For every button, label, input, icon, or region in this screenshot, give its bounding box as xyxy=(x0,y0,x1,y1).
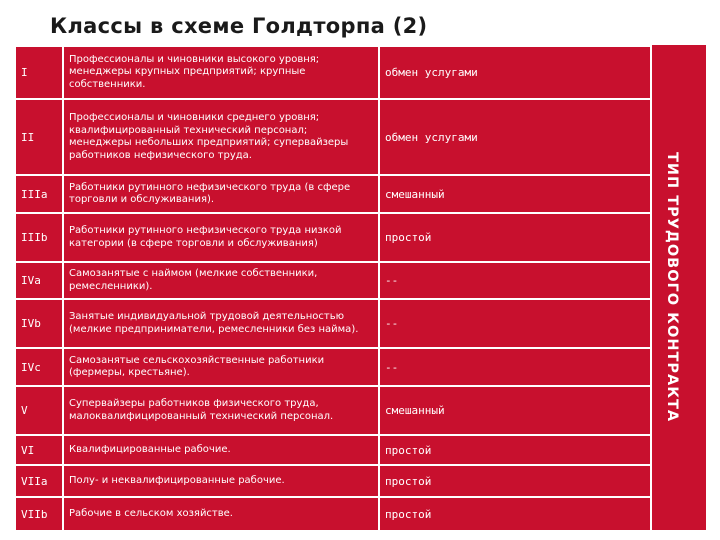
class-description: Работники рутинного нефизического труда (в сфере торговли и обслуживания). xyxy=(63,175,379,213)
class-code: IIIb xyxy=(15,213,63,262)
class-description: Полу- и неквалифицированные рабочие. xyxy=(63,465,379,497)
table-row xyxy=(15,262,651,299)
class-code: VI xyxy=(15,435,63,465)
class-description: Квалифицированные рабочие. xyxy=(63,435,379,465)
contract-type-side-label xyxy=(652,45,692,530)
table-row xyxy=(15,497,651,531)
class-description: Работники рутинного нефизического труда низкой категории (в сфере торговли и обслуживания) xyxy=(63,213,379,262)
contract-type: смешанный xyxy=(379,175,651,213)
class-code: I xyxy=(15,46,63,99)
class-description: Самозанятые сельскохозяйственные работники (фермеры, крестьяне). xyxy=(63,348,379,386)
slide-title: Классы в схеме Голдторпа (2) xyxy=(50,14,428,38)
contract-type: простой xyxy=(379,213,651,262)
table-row xyxy=(15,299,651,348)
contract-type: простой xyxy=(379,465,651,497)
table-row xyxy=(15,435,651,465)
contract-type: простой xyxy=(379,497,651,531)
contract-type: простой xyxy=(379,435,651,465)
class-code: II xyxy=(15,99,63,175)
table-row xyxy=(15,175,651,213)
class-code: IVa xyxy=(15,262,63,299)
class-description: Рабочие в сельском хозяйстве. xyxy=(63,497,379,531)
contract-type: смешанный xyxy=(379,386,651,435)
class-code: IVc xyxy=(15,348,63,386)
class-description: Самозанятые с наймом (мелкие собственники, ремесленники). xyxy=(63,262,379,299)
class-code: VIIa xyxy=(15,465,63,497)
side-label-text: ТИП ТРУДОВОГО КОНТРАКТА xyxy=(664,152,680,423)
table-row xyxy=(15,386,651,435)
class-code: IIIa xyxy=(15,175,63,213)
class-code: IVb xyxy=(15,299,63,348)
contract-type: -- xyxy=(379,348,651,386)
class-code: VIIb xyxy=(15,497,63,531)
class-description: Профессионалы и чиновники высокого уровня; менеджеры крупных предприятий; крупные собственники. xyxy=(63,46,379,99)
table-row xyxy=(15,465,651,497)
class-code: V xyxy=(15,386,63,435)
table-row xyxy=(15,46,651,99)
contract-type: обмен услугами xyxy=(379,46,651,99)
contract-type: -- xyxy=(379,299,651,348)
class-description: Занятые индивидуальной трудовой деятельностью (мелкие предприниматели, ремесленники без найма). xyxy=(63,299,379,348)
table-row xyxy=(15,213,651,262)
class-description: Профессионалы и чиновники среднего уровня; квалифицированный технический персонал; менеджеры небольших предприятий; супервайзеры работников нефизического труда. xyxy=(63,99,379,175)
contract-type: обмен услугами xyxy=(379,99,651,175)
table-row xyxy=(15,99,651,175)
contract-type: -- xyxy=(379,262,651,299)
class-description: Супервайзеры работников физического труда, малоквалифицированный технический персонал. xyxy=(63,386,379,435)
goldthorpe-classes-table xyxy=(14,45,652,532)
table-row xyxy=(15,348,651,386)
